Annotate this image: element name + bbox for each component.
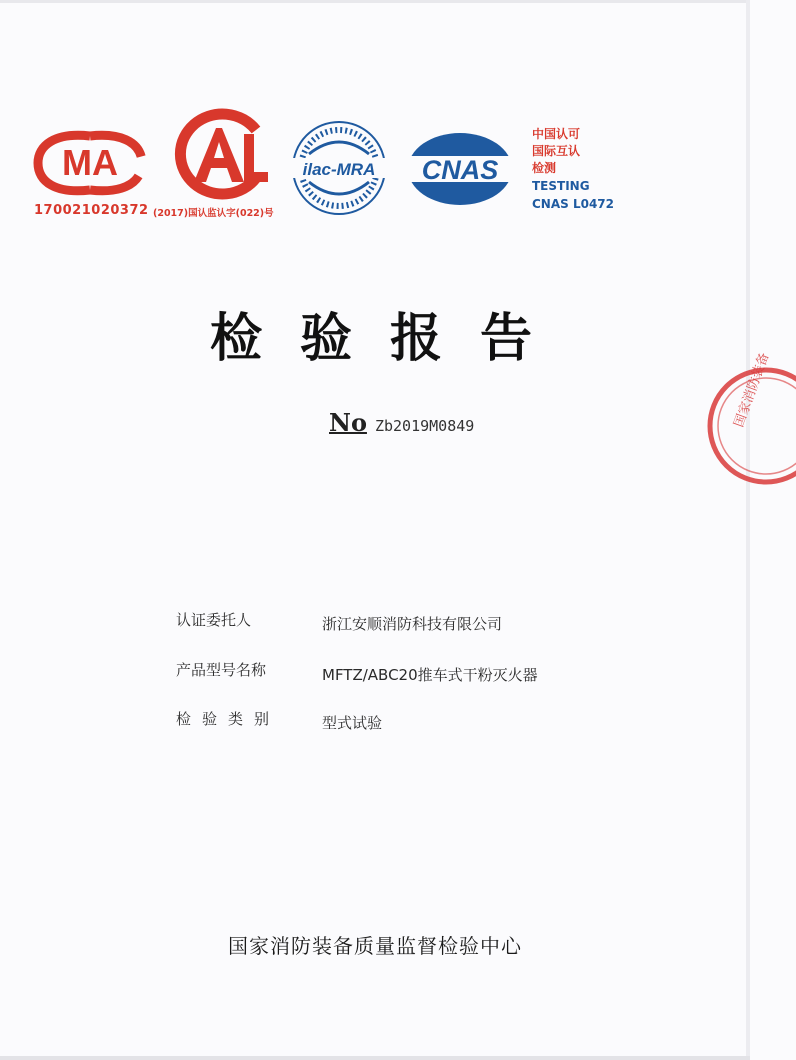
official-seal-stamp	[704, 350, 796, 488]
issuing-organization: 国家消防装备质量监督检验中心	[228, 934, 522, 958]
cnas-line-2: 国际互认	[532, 144, 581, 158]
field-label-product: 产品型号名称	[176, 661, 267, 679]
field-value-inspection-type: 型式试验	[322, 714, 383, 732]
seal-text: 国家消防装备	[731, 350, 773, 430]
field-label-inspection-type: 检验类别	[176, 710, 281, 728]
field-value-client: 浙江安顺消防科技有限公司	[322, 615, 503, 633]
scan-edge-top	[0, 0, 750, 3]
scan-edge-bottom	[0, 1056, 750, 1060]
cnas-number: CNAS L0472	[532, 197, 615, 211]
cnas-testing-label: TESTING	[532, 179, 590, 193]
report-title: 检验报告	[209, 309, 570, 369]
cnas-logo	[402, 128, 518, 210]
cal-logo	[164, 108, 274, 198]
cnas-logo-text: CNAS	[421, 155, 499, 185]
number-sign: No	[329, 408, 367, 437]
cnas-line-1: 中国认可	[532, 127, 581, 141]
scan-edge-right	[746, 0, 750, 1060]
report-number	[329, 408, 474, 437]
cnas-accreditation-block	[532, 126, 614, 213]
report-number-value: Zb2019M0849	[374, 417, 475, 435]
cma-logo	[34, 128, 146, 198]
cnas-line-3: 检测	[532, 161, 557, 175]
cma-certificate-number: 170021020372	[34, 203, 149, 218]
field-value-product: MFTZ/ABC20推车式干粉灭火器	[322, 666, 538, 684]
ilac-mra-logo	[287, 116, 391, 220]
ilac-logo-text: ilac-MRA	[302, 160, 376, 179]
cal-certificate-number: (2017)国认监认字(022)号	[153, 208, 274, 219]
cma-logo-text: MA	[62, 142, 118, 183]
field-label-client: 认证委托人	[176, 611, 252, 629]
